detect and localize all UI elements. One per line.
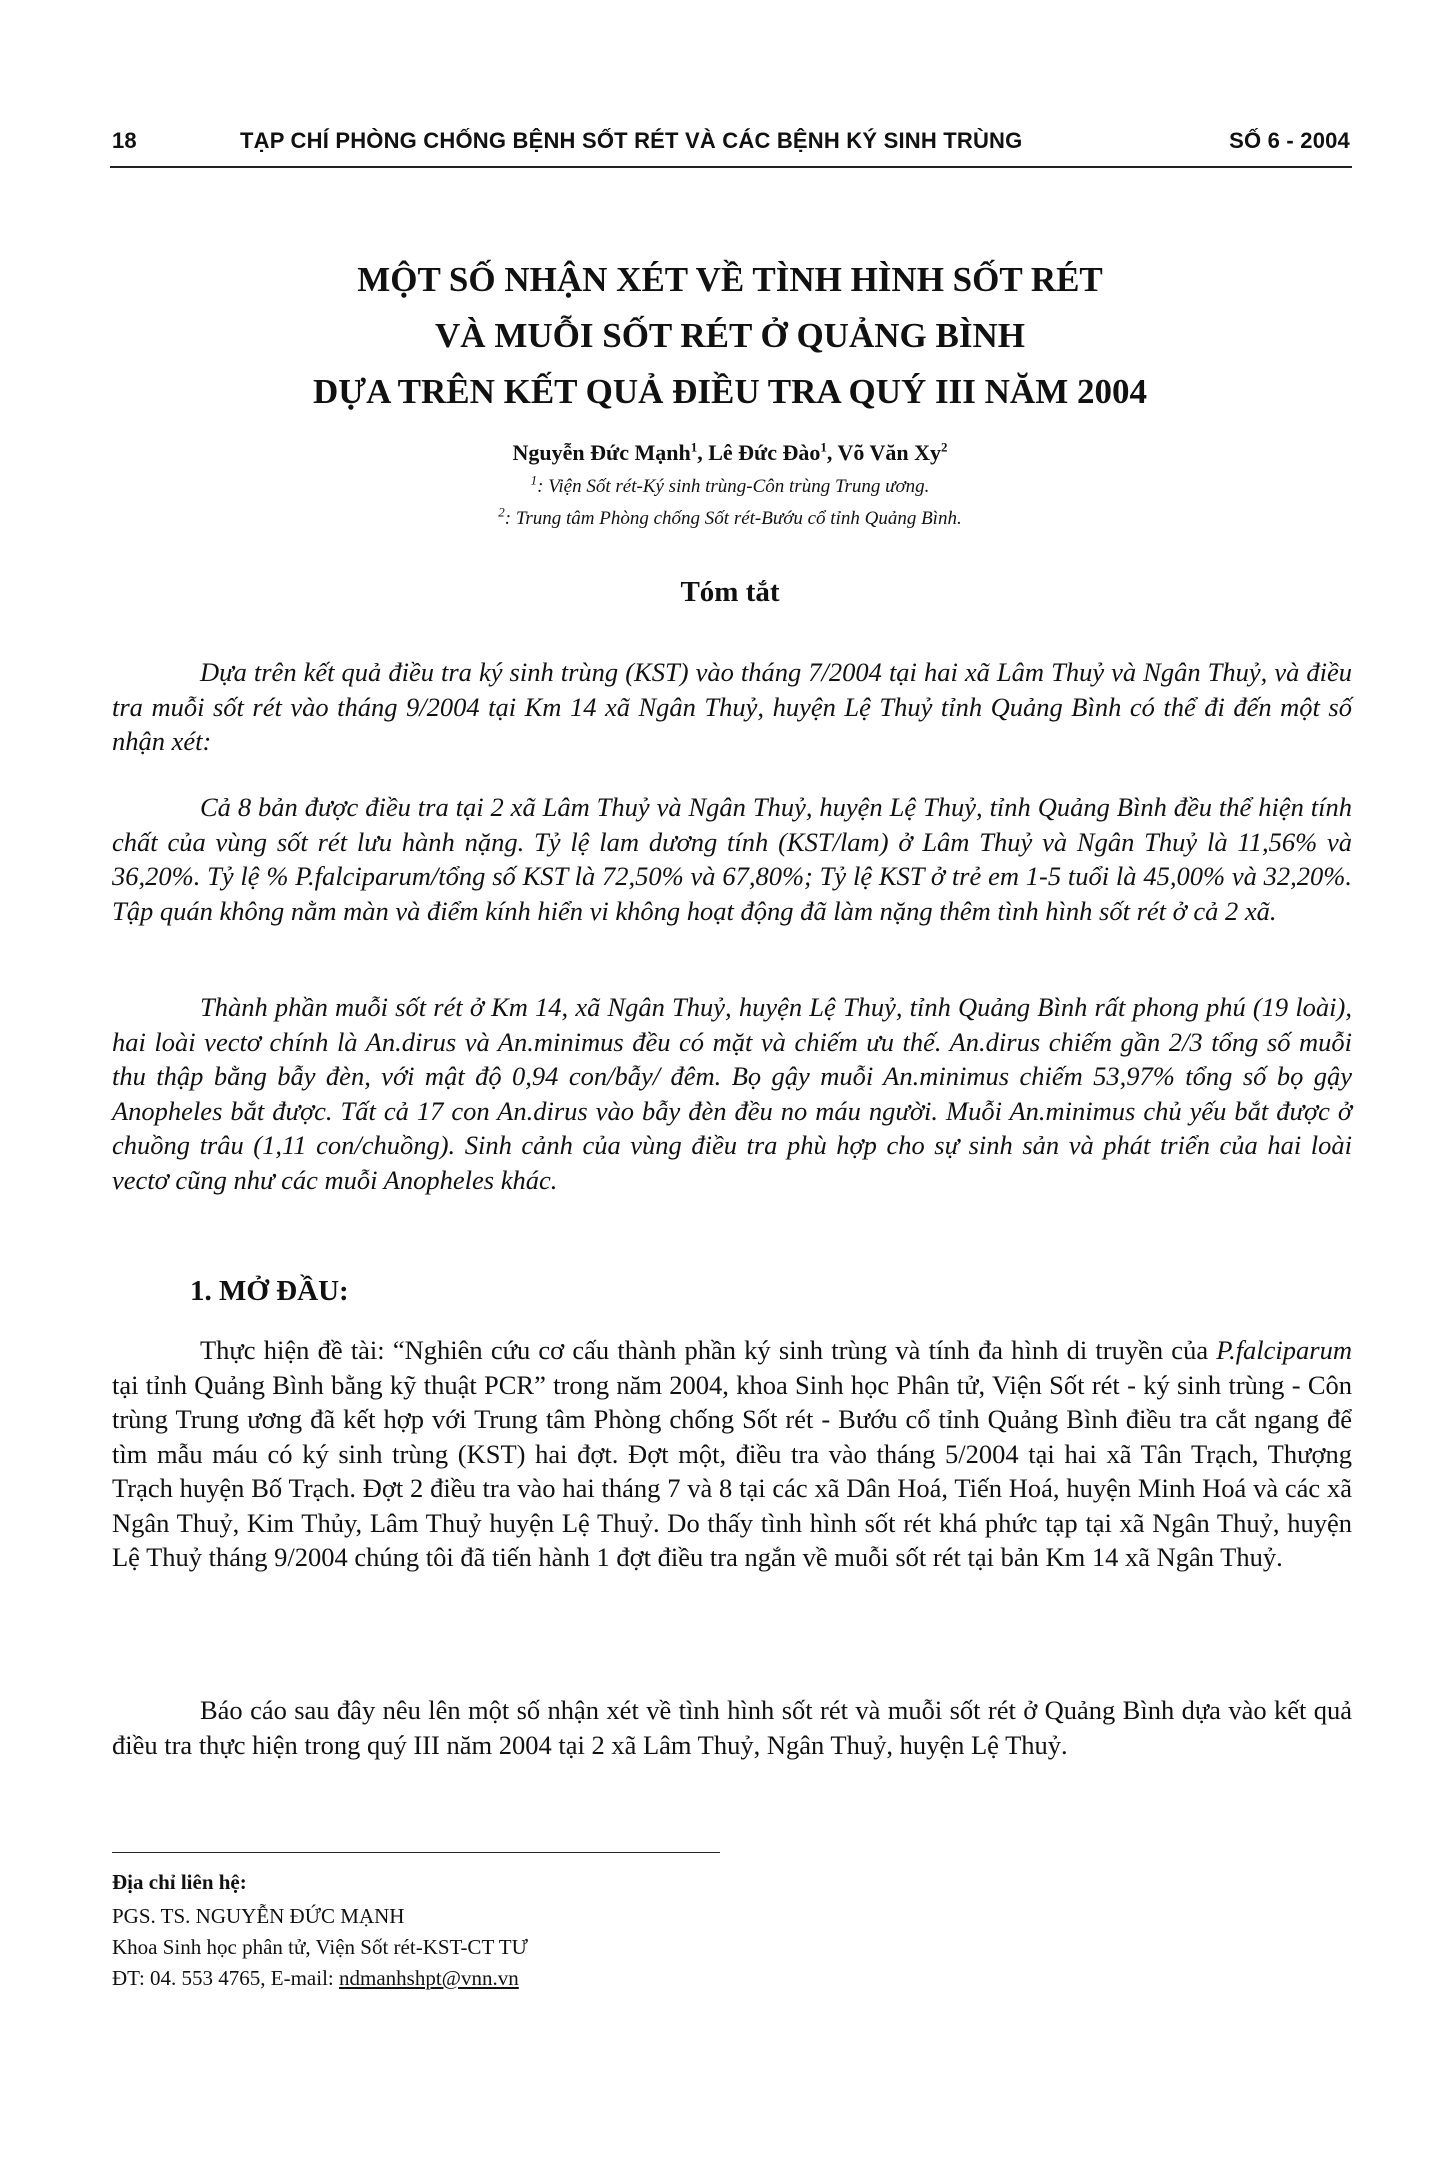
- affiliation-mark: 1: [820, 439, 827, 455]
- contact-phone-email: [112, 1966, 519, 1991]
- issue-number: SỐ 6 - 2004: [1229, 128, 1350, 153]
- author-name: Nguyễn Đức Mạnh: [512, 440, 691, 465]
- affiliation-mark: 2: [941, 439, 948, 455]
- contact-phone: ĐT: 04. 553 4765, E-mail:: [112, 1966, 340, 1990]
- affiliation-mark: 2: [498, 504, 505, 520]
- author-list: Nguyễn Đức Mạnh$^1$, Lê Đức Đào$^1$, Võ Văn Xy$^2$: [512, 439, 948, 465]
- page-number: 18: [112, 128, 137, 153]
- title-line: VÀ MUỖI SỐT RÉT Ở QUẢNG BÌNH: [435, 316, 1025, 355]
- abstract-paragraph: Dựa trên kết quả điều tra ký sinh trùng (KST) vào tháng 7/2004 tại hai xã Lâm Thuỷ và Ngân Thuỷ, và điều tra muỗi sốt rét vào tháng 9/2004 tại Km 14 xã Ngân Thuỷ, huyện Lệ Thuỷ tỉnh Quảng Bình có thể đi đến một số nhận xét:: [112, 657, 1352, 756]
- title-line: DỰA TRÊN KẾT QUẢ ĐIỀU TRA QUÝ III NĂM 2004: [313, 372, 1147, 411]
- footnote-rule: [112, 1852, 720, 1853]
- author-name: Võ Văn Xy: [837, 440, 942, 465]
- abstract-heading: Tóm tắt: [680, 576, 780, 608]
- title-line: MỘT SỐ NHẬN XÉT VỀ TÌNH HÌNH SỐT RÉT: [357, 260, 1103, 299]
- header-rule: [110, 166, 1352, 168]
- affiliation-mark: 1: [690, 439, 698, 455]
- contact-name: PGS. TS. NGUYỄN ĐỨC MẠNH: [112, 1904, 405, 1928]
- affiliation: [200, 472, 1260, 498]
- body-paragraph: [112, 1333, 1352, 1575]
- body-text: tại tỉnh Quảng Bình bằng kỹ thuật PCR” trong năm 2004, khoa Sinh học Phân tử, Viện Sốt rét - ký sinh trùng - Côn trùng Trung ương đã kết hợp với Trung tâm Phòng chống Sốt rét - Bướu cổ tỉnh Quảng Bình điều tra cắt ngang để tìm mẫu máu có ký sinh trùng (KST) hai đợt. Đợt một, điều tra vào tháng 5/2004 tại hai xã Tân Trạch, Thượng Trạch huyện Bố Trạch. Đợt 2 điều tra vào hai tháng 7 và 8 tại các xã Dân Hoá, Tiến Hoá, huyện Minh Hoá và các xã Ngân Thuỷ, Kim Thủy, Lâm Thuỷ huyện Lệ Thuỷ. Do thấy tình hình sốt rét khá phức tạp tại xã Ngân Thuỷ, huyện Lệ Thuỷ tháng 9/2004 chúng tôi đã tiến hành 1 đợt điều tra ngắn về muỗi sốt rét tại bản Km 14 xã Ngân Thuỷ.: [112, 1369, 1352, 1572]
- body-text: Thực hiện đề tài: “Nghiên cứu cơ cấu thành phần ký sinh trùng và tính đa hình di truyền của: [200, 1335, 1217, 1365]
- affiliation-text: : Viện Sốt rét-Ký sinh trùng-Côn trùng Trung ương.: [537, 476, 930, 497]
- affiliation-mark: 1: [530, 472, 538, 488]
- article-title: [200, 252, 1260, 420]
- contact-label: Địa chỉ liên hệ:: [112, 1870, 247, 1894]
- abstract-paragraph: Thành phần muỗi sốt rét ở Km 14, xã Ngân Thuỷ, huyện Lệ Thuỷ, tỉnh Quảng Bình rất phong phú (19 loài), hai loài vectơ chính là An.dirus và An.minimus đều có mặt và chiếm ưu thế. An.dirus chiếm gần 2/3 tổng số muỗi thu thập bằng bẫy đèn, với mật độ 0,94 con/bẫy/ đêm. Bọ gậy muỗi An.minimus chiếm 53,97% tổng số bọ gậy Anopheles bắt được. Tất cả 17 con An.dirus vào bẫy đèn đều no máu người. Muỗi An.minimus chủ yếu bắt được ở chuồng trâu (1,11 con/chuồng). Sinh cảnh của vùng điều tra phù hợp cho sự sinh sản và phát triển của hai loài vectơ cũng như các muỗi Anopheles khác.: [112, 992, 1352, 1195]
- affiliation: [200, 504, 1260, 530]
- running-head: [112, 128, 1350, 162]
- author-name: Lê Đức Đào: [708, 440, 821, 465]
- body-paragraph: Báo cáo sau đây nêu lên một số nhận xét về tình hình sốt rét và muỗi sốt rét ở Quảng Bình dựa vào kết quả điều tra thực hiện trong quý III năm 2004 tại 2 xã Lâm Thuỷ, Ngân Thuỷ, huyện Lệ Thuỷ.: [112, 1695, 1352, 1760]
- affiliation-text: : Trung tâm Phòng chống Sốt rét-Bướu cổ tỉnh Quảng Bình.: [504, 508, 962, 529]
- species-name: P.falciparum: [1216, 1335, 1352, 1365]
- contact-department: Khoa Sinh học phân tử, Viện Sốt rét-KST-CT TƯ: [112, 1935, 528, 1959]
- section-heading: 1. MỞ ĐẦU:: [190, 1275, 349, 1307]
- abstract-paragraph: Cả 8 bản được điều tra tại 2 xã Lâm Thuỷ và Ngân Thuỷ, huyện Lệ Thuỷ, tỉnh Quảng Bình đều thể hiện tính chất của vùng sốt rét lưu hành nặng. Tỷ lệ lam dương tính (KST/lam) ở Lâm Thuỷ và Ngân Thuỷ là 11,56% và 36,20%. Tỷ lệ % P.falciparum/tổng số KST là 72,50% và 67,80%; Tỷ lệ KST ở trẻ em 1-5 tuổi là 45,00% và 32,20%. Tập quán không nằm màn và điểm kính hiển vi không hoạt động đã làm nặng thêm tình hình sốt rét ở cả 2 xã.: [112, 792, 1352, 926]
- journal-title: TẠP CHÍ PHÒNG CHỐNG BỆNH SỐT RÉT VÀ CÁC BỆNH KÝ SINH TRÙNG: [240, 128, 1023, 153]
- email-link[interactable]: ndmanhshpt@vnn.vn: [339, 1966, 519, 1990]
